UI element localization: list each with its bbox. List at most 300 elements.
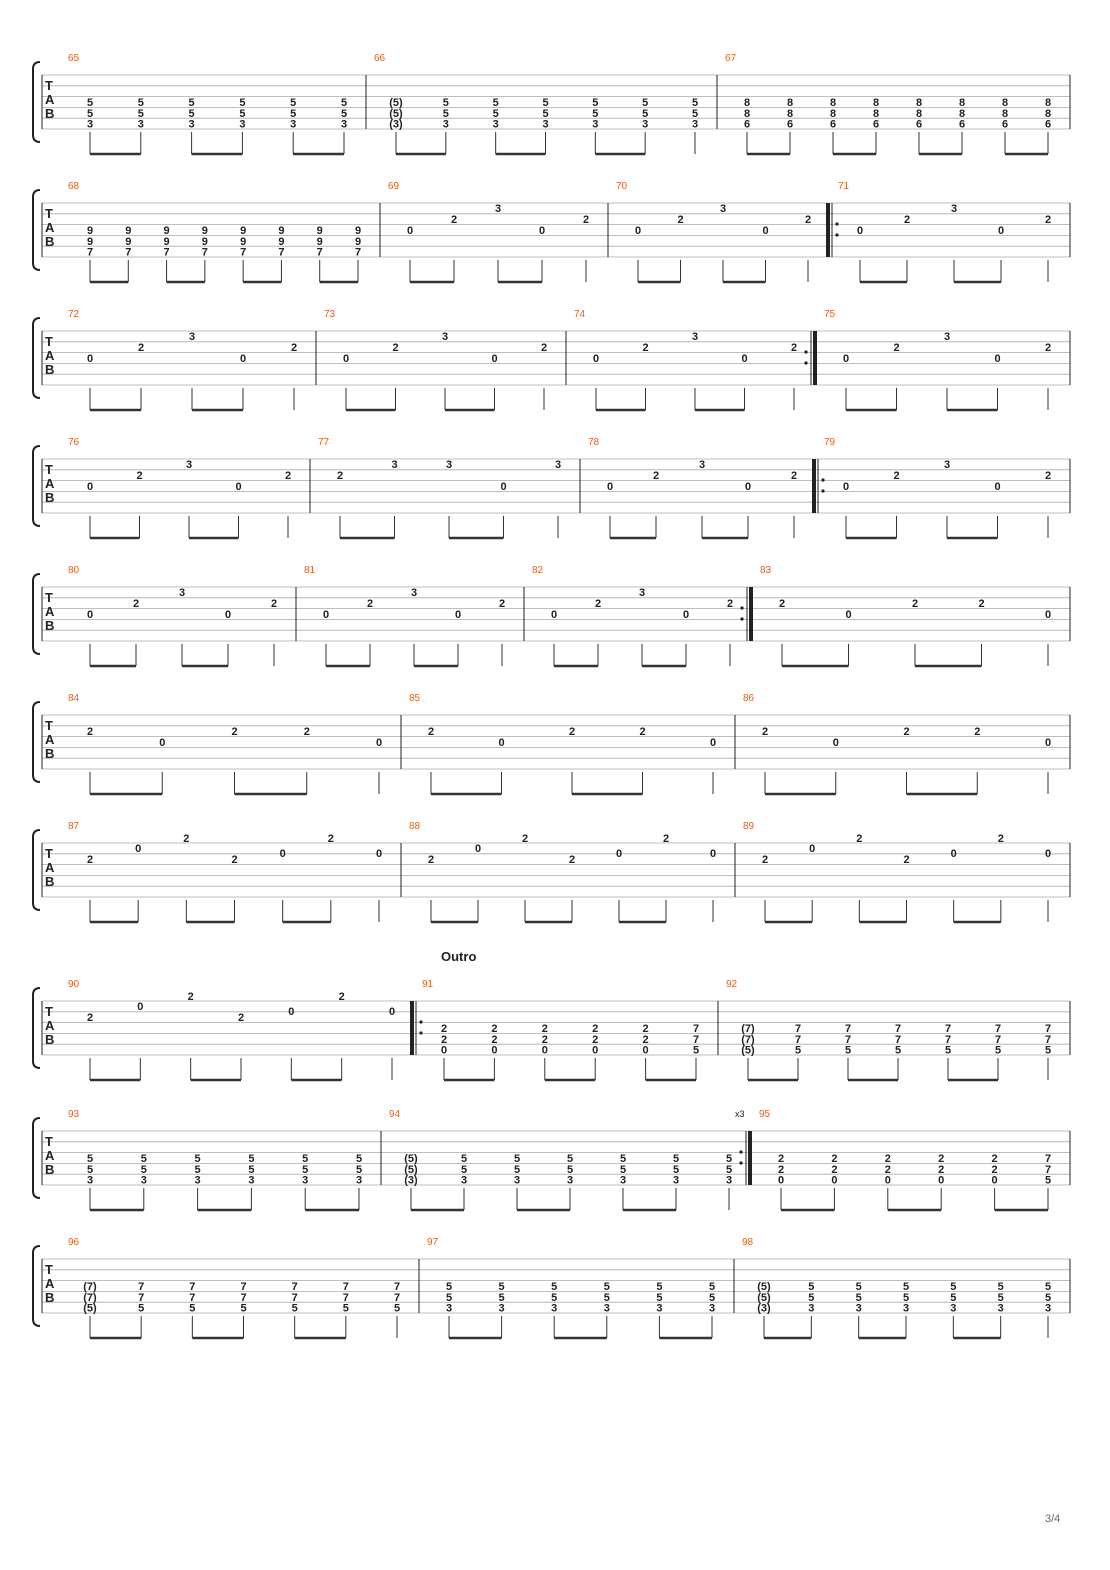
- fret-number: 7: [794, 1033, 802, 1046]
- tab-clef-letter: T: [45, 462, 53, 477]
- fret-number: 8: [958, 97, 966, 109]
- fret-number: 3: [441, 331, 449, 343]
- measure-number: 86: [743, 693, 755, 704]
- fret-number: 5: [442, 97, 449, 109]
- fret-number: 5: [808, 1291, 815, 1304]
- fret-number: 3: [642, 118, 649, 131]
- fret-number: 5: [492, 97, 499, 109]
- fret-number: 2: [893, 342, 900, 354]
- repeat-dot: [804, 361, 807, 364]
- tab-clef-letter: A: [45, 1276, 55, 1291]
- fret-number: 5: [708, 1291, 716, 1304]
- fret-number: 2: [568, 726, 576, 738]
- repeat-count: x3: [735, 1109, 745, 1119]
- staff-system: [33, 1237, 1070, 1338]
- fret-number: 2: [270, 598, 278, 610]
- fret-number: 0: [592, 353, 600, 365]
- fret-number: 5: [302, 1153, 309, 1165]
- repeat-dot: [419, 1020, 422, 1023]
- fret-number: 8: [743, 97, 751, 109]
- fret-number: 2: [284, 470, 292, 482]
- fret-number: 0: [288, 1006, 295, 1018]
- fret-number: 8: [829, 107, 837, 120]
- fret-number: 3: [943, 459, 951, 471]
- fret-number: 2: [541, 1023, 548, 1035]
- measure-number: 79: [824, 437, 836, 448]
- fret-number: 0: [375, 737, 383, 749]
- fret-number: 5: [642, 107, 649, 120]
- fret-number: 0: [777, 1174, 785, 1187]
- fret-number: 3: [140, 1174, 147, 1187]
- repeat-start-thick: [826, 203, 830, 257]
- fret-number: 5: [248, 1153, 255, 1165]
- fret-number: 3: [997, 1302, 1004, 1315]
- fret-number: 0: [997, 225, 1005, 237]
- fret-number: 9: [125, 225, 132, 237]
- measure-number: 75: [824, 309, 836, 320]
- fret-number: 5: [692, 1044, 700, 1057]
- fret-number: 3: [239, 118, 246, 131]
- fret-number: 7: [125, 246, 132, 259]
- fret-number: 5: [86, 107, 94, 120]
- fret-number: 2: [592, 1023, 599, 1035]
- fret-number: 2: [540, 342, 548, 354]
- fret-number: 2: [136, 470, 143, 482]
- fret-number: 2: [137, 342, 145, 354]
- fret-number: 5: [551, 1291, 558, 1304]
- staff-system: [33, 693, 1070, 794]
- fret-number: 7: [894, 1033, 902, 1046]
- system-bracket: [33, 1118, 40, 1198]
- tab-clef-letter: A: [45, 1018, 55, 1033]
- fret-number: 3: [698, 459, 706, 471]
- fret-number: 7: [316, 246, 323, 259]
- system-bracket: [33, 62, 40, 142]
- fret-number: 3: [178, 587, 186, 599]
- fret-number: 0: [741, 353, 748, 365]
- fret-number: 0: [682, 609, 690, 621]
- fret-number: 3: [188, 118, 195, 131]
- fret-number: 2: [427, 854, 435, 866]
- system-bracket: [33, 318, 40, 398]
- fret-number: 7: [342, 1281, 349, 1293]
- fret-number: 2: [392, 342, 399, 354]
- fret-number: 8: [1001, 107, 1009, 120]
- fret-number: 5: [86, 1163, 94, 1176]
- fret-number: 5: [855, 1281, 862, 1293]
- fret-number: 2: [652, 470, 660, 482]
- fret-number: 5: [672, 1153, 680, 1165]
- fret-number: (5): [741, 1044, 755, 1057]
- fret-number: 5: [672, 1163, 680, 1176]
- fret-number: 3: [708, 1302, 716, 1315]
- measure-number: 69: [388, 181, 400, 192]
- fret-number: 3: [902, 1302, 910, 1315]
- fret-number: 2: [938, 1163, 945, 1176]
- tab-clef-letter: T: [45, 1004, 53, 1019]
- tab-clef-letter: B: [45, 746, 55, 761]
- fret-number: 2: [662, 833, 670, 845]
- fret-number: 2: [639, 726, 646, 738]
- fret-number: 9: [278, 235, 285, 248]
- fret-number: 2: [831, 1153, 838, 1165]
- fret-number: 0: [541, 1044, 548, 1057]
- fret-number: 2: [231, 854, 238, 866]
- fret-number: 3: [542, 118, 549, 131]
- fret-number: 2: [592, 1033, 599, 1046]
- fret-number: 3: [1044, 1302, 1052, 1315]
- fret-number: 2: [903, 214, 911, 226]
- fret-number: 0: [491, 1044, 498, 1057]
- fret-number: 0: [86, 353, 94, 365]
- fret-number: 2: [1044, 470, 1052, 482]
- fret-number: 0: [606, 481, 614, 493]
- staff-system: [33, 309, 1070, 410]
- fret-number: 2: [642, 342, 649, 354]
- fret-number: 5: [997, 1291, 1004, 1304]
- fret-number: 3: [290, 118, 297, 131]
- fret-number: 9: [240, 235, 247, 248]
- system-bracket: [33, 574, 40, 654]
- fret-number: 9: [163, 235, 170, 248]
- tab-clef-letter: T: [45, 846, 53, 861]
- fret-number: 5: [445, 1291, 453, 1304]
- fret-number: 0: [224, 609, 232, 621]
- fret-number: 2: [86, 1012, 94, 1024]
- fret-number: 3: [691, 118, 699, 131]
- fret-number: 7: [240, 246, 247, 259]
- fret-number: 0: [86, 481, 94, 493]
- fret-number: 5: [844, 1044, 852, 1057]
- system-bracket: [33, 446, 40, 526]
- fret-number: 3: [691, 331, 699, 343]
- tab-clef-letter: B: [45, 1162, 55, 1177]
- fret-number: 2: [777, 1163, 785, 1176]
- fret-number: 9: [354, 225, 362, 237]
- fret-number: 5: [725, 1153, 733, 1165]
- measure-number: 66: [374, 53, 386, 64]
- tab-clef-letter: B: [45, 106, 55, 121]
- fret-number: 5: [592, 107, 599, 120]
- tab-clef-letter: A: [45, 220, 55, 235]
- fret-number: 3: [638, 587, 646, 599]
- fret-number: 3: [950, 1302, 957, 1315]
- fret-number: 7: [1044, 1033, 1052, 1046]
- fret-number: 3: [603, 1302, 610, 1315]
- fret-number: 2: [884, 1163, 891, 1176]
- fret-number: 5: [86, 97, 94, 109]
- fret-number: 3: [188, 331, 196, 343]
- fret-number: 6: [829, 118, 837, 131]
- fret-number: (7): [83, 1291, 97, 1304]
- fret-number: 6: [1044, 118, 1052, 131]
- fret-number: 0: [454, 609, 462, 621]
- fret-number: 2: [677, 214, 684, 226]
- fret-number: 0: [994, 353, 1001, 365]
- fret-number: 3: [719, 203, 727, 215]
- tab-clef-letter: A: [45, 476, 55, 491]
- fret-number: 0: [388, 1006, 396, 1018]
- fret-number: 9: [86, 225, 94, 237]
- fret-number: 3: [442, 118, 449, 131]
- fret-number: 0: [842, 481, 850, 493]
- fret-number: (5): [757, 1291, 771, 1304]
- fret-number: 5: [194, 1153, 201, 1165]
- fret-number: 8: [1001, 97, 1009, 109]
- measure-number: 65: [68, 53, 80, 64]
- tab-clef-letter: B: [45, 1032, 55, 1047]
- fret-number: 5: [342, 1302, 349, 1315]
- fret-number: 0: [615, 848, 623, 860]
- fret-number: 5: [725, 1163, 733, 1176]
- fret-number: (5): [757, 1281, 771, 1293]
- fret-number: 2: [761, 854, 769, 866]
- fret-number: 3: [551, 1302, 558, 1315]
- fret-number: 2: [761, 726, 769, 738]
- fret-number: 5: [492, 107, 499, 120]
- fret-number: 2: [790, 342, 798, 354]
- fret-number: 8: [1044, 97, 1052, 109]
- fret-number: 3: [808, 1302, 815, 1315]
- fret-number: 8: [786, 107, 794, 120]
- fret-number: 5: [566, 1163, 574, 1176]
- fret-number: 5: [513, 1153, 521, 1165]
- fret-number: 3: [445, 1302, 453, 1315]
- staff-system: [33, 565, 1070, 666]
- measure-number: 73: [324, 309, 336, 320]
- fret-number: 5: [290, 107, 297, 120]
- fret-number: 0: [375, 848, 383, 860]
- fret-number: 5: [656, 1291, 663, 1304]
- fret-number: 7: [944, 1033, 952, 1046]
- fret-number: 5: [603, 1291, 610, 1304]
- measure-number: 84: [68, 693, 80, 704]
- fret-number: 8: [915, 97, 923, 109]
- fret-number: 3: [137, 118, 144, 131]
- fret-number: 7: [692, 1033, 700, 1046]
- fret-number: 7: [201, 246, 208, 259]
- fret-number: 3: [725, 1174, 733, 1187]
- fret-number: 5: [498, 1291, 505, 1304]
- fret-number: 9: [201, 235, 208, 248]
- repeat-start-thick: [812, 459, 816, 513]
- fret-number: 5: [445, 1281, 453, 1293]
- measure-number: 96: [68, 1237, 80, 1248]
- fret-number: 2: [440, 1033, 448, 1046]
- fret-number: 8: [872, 97, 880, 109]
- fret-number: 7: [844, 1033, 852, 1046]
- fret-number: 0: [950, 848, 957, 860]
- fret-number: 3: [410, 587, 418, 599]
- fret-number: 3: [566, 1174, 574, 1187]
- fret-number: 2: [366, 598, 374, 610]
- fret-number: 3: [391, 459, 398, 471]
- fret-number: 5: [248, 1163, 255, 1176]
- measure-number: 71: [838, 181, 850, 192]
- measure-number: 78: [588, 437, 600, 448]
- staff-system: [33, 181, 1070, 282]
- repeat-dot: [835, 222, 838, 225]
- fret-number: 7: [278, 246, 285, 259]
- fret-number: 0: [137, 1001, 144, 1013]
- fret-number: 5: [86, 1153, 94, 1165]
- tab-clef-letter: T: [45, 590, 53, 605]
- fret-number: (7): [741, 1023, 755, 1035]
- fret-number: 0: [842, 353, 850, 365]
- fret-number: 0: [809, 843, 816, 855]
- fret-number: 7: [1044, 1163, 1052, 1176]
- fret-number: 6: [872, 118, 880, 131]
- fret-number: 5: [188, 97, 195, 109]
- fret-number: 2: [893, 470, 900, 482]
- fret-number: 2: [86, 854, 94, 866]
- tab-clef-letter: B: [45, 874, 55, 889]
- fret-number: 0: [709, 737, 717, 749]
- fret-number: 5: [950, 1291, 957, 1304]
- fret-number: 3: [498, 1302, 505, 1315]
- tab-clef-letter: T: [45, 718, 53, 733]
- fret-number: 5: [340, 107, 348, 120]
- fret-number: 2: [790, 470, 798, 482]
- fret-number: 2: [521, 833, 529, 845]
- fret-number: 5: [619, 1153, 627, 1165]
- fret-number: (5): [83, 1302, 97, 1315]
- fret-number: 0: [991, 1174, 998, 1187]
- fret-number: 7: [794, 1023, 802, 1035]
- fret-number: 2: [831, 1163, 838, 1176]
- measure-number: 82: [532, 565, 544, 576]
- staff-system: [33, 1109, 1070, 1210]
- fret-number: 5: [855, 1291, 862, 1304]
- fret-number: (3): [389, 118, 403, 131]
- fret-number: 0: [1044, 609, 1052, 621]
- fret-number: 5: [603, 1281, 610, 1293]
- fret-number: 7: [291, 1291, 298, 1304]
- fret-number: 7: [86, 246, 94, 259]
- fret-number: 5: [513, 1163, 521, 1176]
- fret-number: 5: [290, 97, 297, 109]
- fret-number: 2: [290, 342, 298, 354]
- fret-number: 7: [994, 1033, 1002, 1046]
- fret-number: 5: [1044, 1291, 1052, 1304]
- fret-number: 3: [513, 1174, 521, 1187]
- fret-number: 2: [541, 1033, 548, 1046]
- tab-clef-letter: B: [45, 618, 55, 633]
- tab-clef-letter: A: [45, 860, 55, 875]
- measure-number: 77: [318, 437, 330, 448]
- fret-number: 2: [642, 1023, 649, 1035]
- fret-number: 5: [808, 1281, 815, 1293]
- fret-number: 3: [185, 459, 193, 471]
- repeat-dot: [835, 233, 838, 236]
- fret-number: 6: [786, 118, 794, 131]
- measure-number: 70: [616, 181, 628, 192]
- fret-number: 2: [498, 598, 506, 610]
- fret-number: 5: [340, 97, 348, 109]
- measure-number: 83: [760, 565, 772, 576]
- repeat-dot: [419, 1031, 422, 1034]
- fret-number: 5: [137, 107, 144, 120]
- fret-number: 7: [138, 1291, 145, 1304]
- fret-number: 2: [303, 726, 310, 738]
- fret-number: 2: [903, 854, 910, 866]
- tab-clef-letter: A: [45, 92, 55, 107]
- fret-number: 2: [997, 833, 1004, 845]
- fret-number: 5: [944, 1044, 952, 1057]
- fret-number: 0: [135, 843, 142, 855]
- fret-number: 5: [1044, 1044, 1052, 1057]
- fret-number: 7: [393, 1281, 401, 1293]
- fret-number: 7: [163, 246, 170, 259]
- fret-number: 5: [442, 107, 449, 120]
- fret-number: 5: [691, 107, 699, 120]
- fret-number: 2: [187, 991, 194, 1003]
- fret-number: 5: [902, 1291, 910, 1304]
- fret-number: 0: [884, 1174, 891, 1187]
- fret-number: 5: [691, 97, 699, 109]
- fret-number: 0: [634, 225, 642, 237]
- fret-number: 0: [474, 843, 482, 855]
- fret-number: 0: [86, 609, 94, 621]
- fret-number: 2: [778, 598, 786, 610]
- fret-number: 2: [911, 598, 919, 610]
- fret-number: 0: [406, 225, 414, 237]
- fret-number: 5: [140, 1163, 147, 1176]
- fret-number: 5: [894, 1044, 902, 1057]
- fret-number: 0: [744, 481, 752, 493]
- fret-number: (3): [404, 1174, 418, 1187]
- fret-number: 2: [231, 726, 238, 738]
- fret-number: 5: [619, 1163, 627, 1176]
- fret-number: 5: [994, 1044, 1002, 1057]
- fret-number: 5: [794, 1044, 802, 1057]
- fret-number: 5: [355, 1163, 363, 1176]
- fret-number: 2: [1044, 342, 1052, 354]
- fret-number: 5: [950, 1281, 957, 1293]
- fret-number: (7): [83, 1281, 97, 1293]
- fret-number: 7: [189, 1281, 196, 1293]
- fret-number: 0: [235, 481, 242, 493]
- fret-number: 3: [355, 1174, 363, 1187]
- fret-number: 7: [342, 1291, 349, 1304]
- fret-number: 2: [903, 726, 910, 738]
- fret-number: 7: [894, 1023, 902, 1035]
- measure-number: 80: [68, 565, 80, 576]
- staff-system: [33, 821, 1070, 922]
- fret-number: 8: [829, 97, 837, 109]
- repeat-dot: [739, 1150, 742, 1153]
- fret-number: 0: [831, 1174, 838, 1187]
- fret-number: 2: [978, 598, 985, 610]
- measure-number: 95: [759, 1109, 771, 1120]
- fret-number: 8: [872, 107, 880, 120]
- fret-number: 5: [188, 107, 195, 120]
- fret-number: 5: [189, 1302, 196, 1315]
- fret-number: 7: [189, 1291, 196, 1304]
- fret-number: 2: [804, 214, 812, 226]
- repeat-dot: [739, 1161, 742, 1164]
- fret-number: 6: [743, 118, 751, 131]
- fret-number: 0: [279, 848, 286, 860]
- page-number: 3/4: [1045, 1513, 1061, 1525]
- fret-number: 7: [240, 1291, 247, 1304]
- fret-number: 8: [1044, 107, 1052, 120]
- fret-number: 0: [498, 737, 505, 749]
- measure-number: 91: [422, 979, 434, 990]
- measure-number: 87: [68, 821, 80, 832]
- fret-number: 2: [327, 833, 334, 845]
- tab-clef-letter: T: [45, 206, 53, 221]
